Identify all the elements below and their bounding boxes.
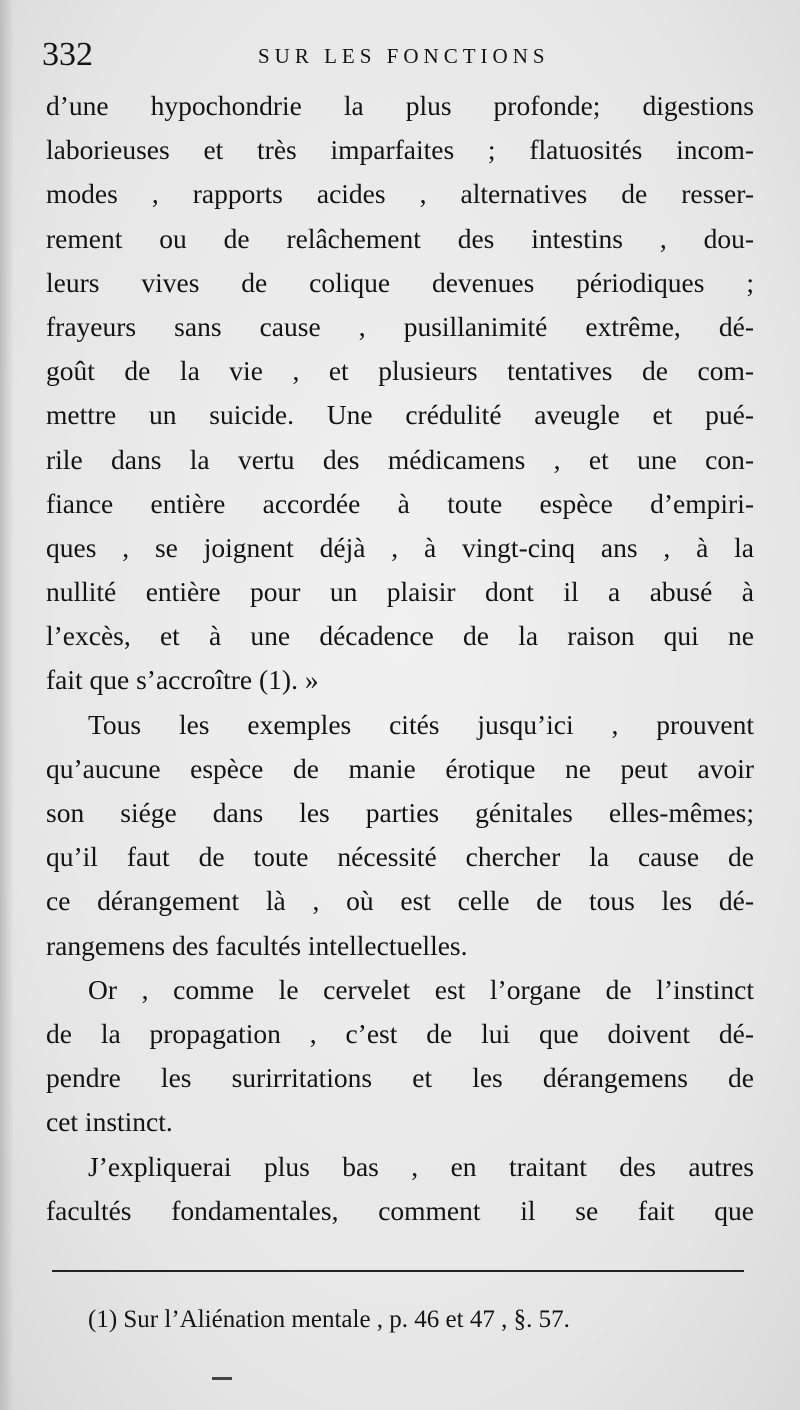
text-line: mettre un suicide. Une crédulité aveugle et pué- <box>46 399 754 431</box>
text-line: goût de la vie , et plusieurs tentatives de com- <box>46 355 754 387</box>
text-line: Tous les exemples cités jusqu’ici , prouvent <box>88 708 754 740</box>
text-line: nullité entière pour un plaisir dont il a abusé à <box>46 576 754 608</box>
page-number: 332 <box>42 36 93 73</box>
text-line: son siége dans les parties génitales elles-mêmes; <box>46 797 754 828</box>
text-line: leurs vives de colique devenues périodiques ; <box>46 266 754 298</box>
text-line: rile dans la vertu des médicamens , et une con- <box>46 443 754 475</box>
paragraph-3 <box>46 968 754 1145</box>
footnote-rule <box>52 1270 744 1272</box>
text-line: de la propagation , c’est de lui que doivent dé- <box>46 1017 754 1049</box>
paragraph-2 <box>46 703 754 968</box>
text-line: qu’il faut de toute nécessité chercher la cause de <box>46 841 754 873</box>
text-line: J’expliquerai plus bas , en traitant des autres <box>88 1150 754 1182</box>
text-line: modes , rapports acides , alternatives de resser- <box>46 178 754 210</box>
text-line: d’une hypochondrie la plus profonde; digestions <box>46 90 754 121</box>
text-line: pendre les surirritations et les dérangemens de <box>46 1062 754 1094</box>
body-text <box>46 84 754 1233</box>
text-line: qu’aucune espèce de manie érotique ne peut avoir <box>46 752 754 784</box>
paragraph-1 <box>46 84 754 703</box>
text-line: laborieuses et très imparfaites ; flatuosités incom- <box>46 134 754 166</box>
text-line: fiance entière accordée à toute espèce d’empiri- <box>46 487 754 519</box>
text-line: frayeurs sans cause , pusillanimité extrême, dé- <box>46 310 754 342</box>
text-line: cet instinct. <box>46 1106 173 1138</box>
paragraph-4 <box>46 1145 754 1233</box>
text-line: rangemens des facultés intellectuelles. <box>46 929 468 961</box>
text-line: Or , comme le cervelet est l’organe de l’instinct <box>88 973 754 1005</box>
text-line: l’excès, et à une décadence de la raison qui ne <box>46 620 754 652</box>
footnote: (1) Sur l’Aliénation mentale , p. 46 et 47 , §. 57. <box>88 1306 570 1333</box>
page-edge-shadow <box>0 0 14 1410</box>
text-line: ce dérangement là , où est celle de tous les dé- <box>46 885 754 917</box>
text-line: ques , se joignent déjà , à vingt-cinq ans , à la <box>46 531 754 563</box>
text-line: rement ou de relâchement des intestins , dou- <box>46 222 754 254</box>
printer-mark <box>212 1377 232 1380</box>
text-line: fait que s’accroître (1). » <box>46 664 319 696</box>
running-title: SUR LES FONCTIONS <box>258 44 550 68</box>
running-head <box>42 36 752 76</box>
text-line: facultés fondamentales, comment il se fait que <box>46 1194 754 1226</box>
